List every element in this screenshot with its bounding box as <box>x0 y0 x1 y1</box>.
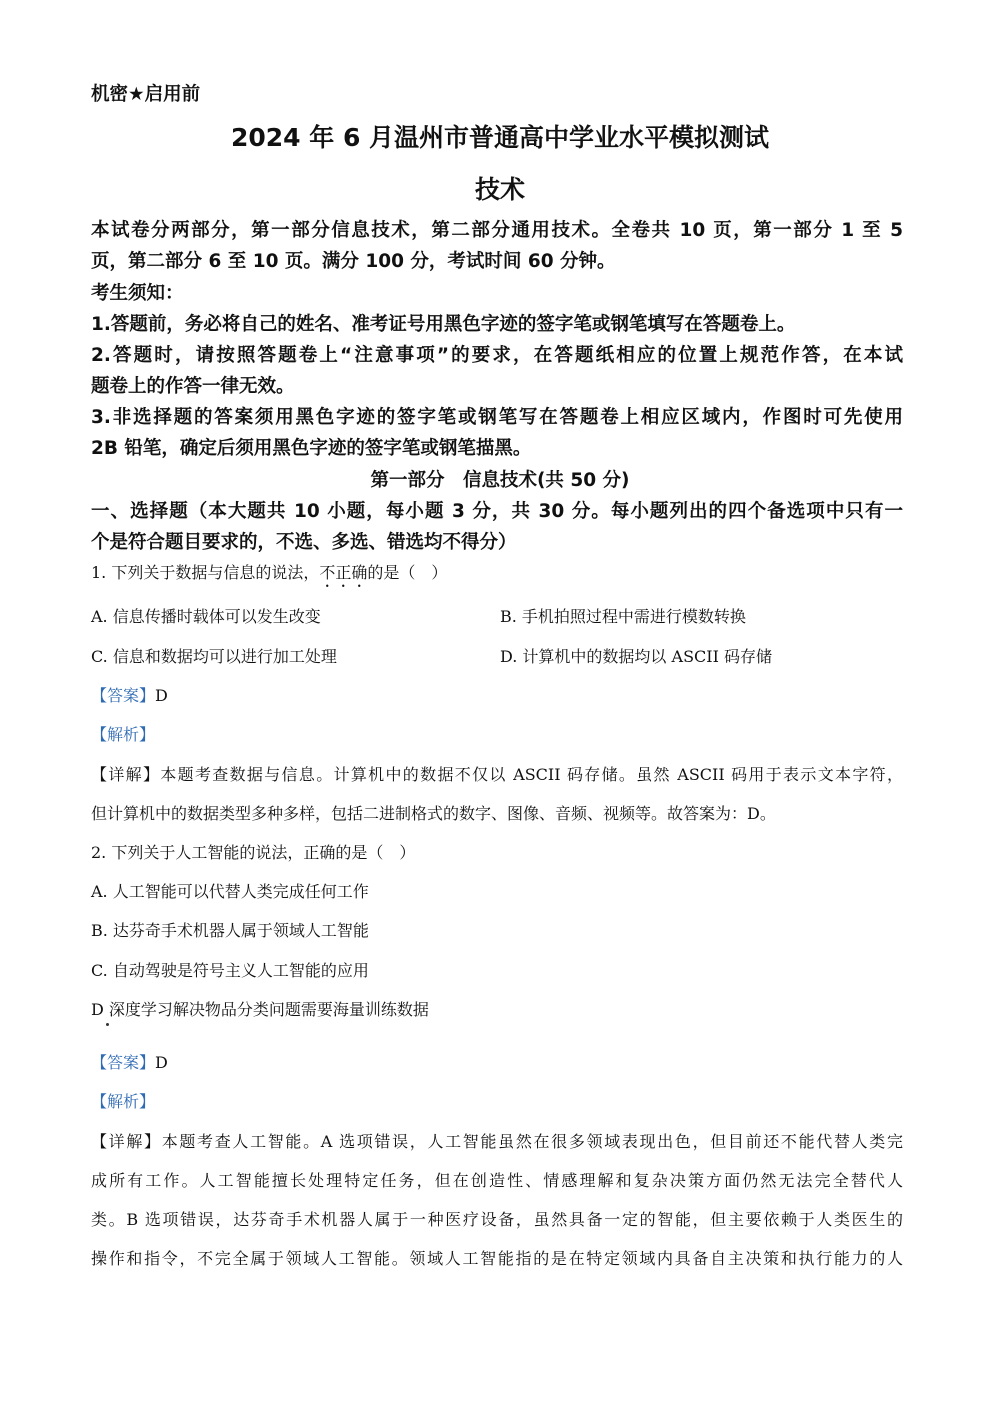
notice-item-3-line-1: 3.非选择题的答案须用黑色字迹的签字笔或钢笔写在答题卷上相应区域内，作图时可先使用 <box>91 407 903 428</box>
q1-stem-emphasis: 不正确 <box>319 563 368 582</box>
notice-item-2-line-1: 2.答题时，请按照答题卷上“注意事项”的要求，在答题纸相应的位置上规范作答，在本试 <box>91 345 903 366</box>
q2-detail-text-1: 本题考查人工智能。A 选项错误，人工智能虽然在很多领域表现出色，但目前还不能代替人类完 <box>161 1132 903 1151</box>
intro-line-2: 页，第二部分 6 至 10 页。满分 100 分，考试时间 60 分钟。 <box>91 251 616 272</box>
q1-detail-tag: 【详解】 <box>91 765 161 784</box>
q2-detail-line-1 <box>91 1129 903 1152</box>
q2-stem: 2. 下列关于人工智能的说法，正确的是（ ） <box>91 843 416 862</box>
confidential-label: 机密★启用前 <box>91 84 201 105</box>
q1-option-d: D. 计算机中的数据均以 ASCII 码存储 <box>500 647 773 666</box>
q1-detail-text-1: 本题考查数据与信息。计算机中的数据不仅以 ASCII 码存储。虽然 ASCII 码用于表示文本字符， <box>160 765 903 784</box>
q1-stem <box>91 560 447 591</box>
notice-item-3-line-2: 2B 铅笔，确定后须用黑色字迹的签字笔或钢笔描黑。 <box>91 438 532 459</box>
q1-answer <box>91 683 168 706</box>
intro-line-1: 本试卷分两部分，第一部分信息技术，第二部分通用技术。全卷共 10 页，第一部分 1 至 5 <box>91 220 903 241</box>
q2-detail-tag: 【详解】 <box>91 1132 162 1151</box>
q2-answer-value: D <box>155 1053 168 1072</box>
q2-option-c: C. 自动驾驶是符号主义人工智能的应用 <box>91 961 369 980</box>
exam-title: 2024 年 6 月温州市普通高中学业水平模拟测试 <box>230 123 770 152</box>
notice-item-1: 1.答题前，务必将自己的姓名、准考证号用黑色字迹的签字笔或钢笔填写在答题卷上。 <box>91 314 796 335</box>
q2-answer <box>91 1050 168 1073</box>
q1-stem-post: 的是（ ） <box>367 563 448 582</box>
q1-detail-line-1 <box>91 762 903 785</box>
q1-answer-value: D <box>155 686 168 705</box>
section-heading-line-1: 一、选择题（本大题共 10 小题，每小题 3 分，共 30 分。每小题列出的四个备选项中只有一 <box>91 501 903 522</box>
q2-option-a: A. 人工智能可以代替人类完成任何工作 <box>91 882 369 901</box>
stray-dot-mark <box>106 1023 109 1026</box>
q1-answer-tag: 【答案】 <box>91 686 156 705</box>
subject-title: 技术 <box>474 175 525 204</box>
q2-analysis-tag: 【解析】 <box>91 1092 156 1111</box>
notice-heading: 考生须知： <box>91 283 184 304</box>
q1-option-b: B. 手机拍照过程中需进行模数转换 <box>500 607 746 626</box>
q1-option-c: C. 信息和数据均可以进行加工处理 <box>91 647 337 666</box>
notice-item-2-line-2: 题卷上的作答一律无效。 <box>91 376 295 397</box>
section-heading-line-2: 个是符合题目要求的，不选、多选、错选均不得分） <box>91 532 517 553</box>
q1-option-a: A. 信息传播时载体可以发生改变 <box>91 607 321 626</box>
q2-detail-line-3: 类。B 选项错误，达芬奇手术机器人属于一种医疗设备，虽然具备一定的智能，但主要依赖于人类医生的 <box>91 1210 903 1229</box>
q2-option-b: B. 达芬奇手术机器人属于领域人工智能 <box>91 921 369 940</box>
q2-detail-line-4: 操作和指令，不完全属于领域人工智能。领域人工智能指的是在特定领域内具备自主决策和执行能力的人 <box>91 1249 903 1268</box>
q1-detail-line-2: 但计算机中的数据类型多种多样，包括二进制格式的数字、图像、音频、视频等。故答案为：D。 <box>91 804 776 823</box>
q1-stem-pre: 1. 下列关于数据与信息的说法， <box>91 563 320 582</box>
q1-analysis-tag: 【解析】 <box>91 725 156 744</box>
q2-answer-tag: 【答案】 <box>91 1053 156 1072</box>
q2-option-d: D 深度学习解决物品分类问题需要海量训练数据 <box>91 1000 429 1019</box>
part1-title: 第一部分 信息技术(共 50 分) <box>370 470 630 491</box>
q2-detail-line-2: 成所有工作。人工智能擅长处理特定任务，但在创造性、情感理解和复杂决策方面仍然无法完全替代人 <box>91 1171 903 1190</box>
